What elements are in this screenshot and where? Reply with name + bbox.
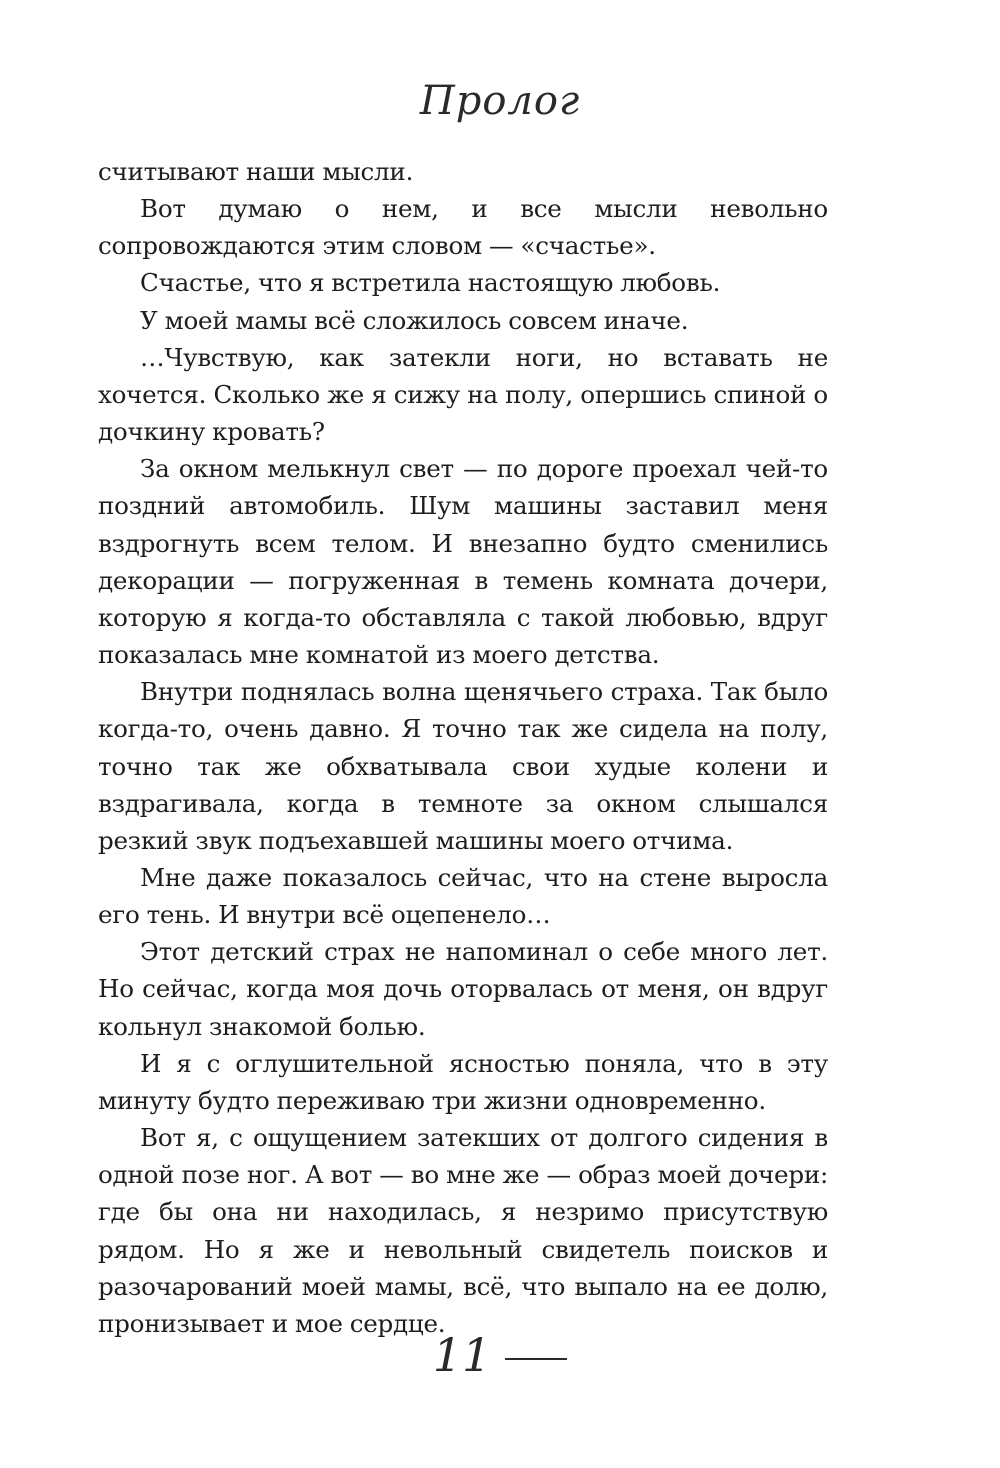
page-number-value: 11 xyxy=(432,1328,492,1382)
paragraph: У моей мамы всё сложилось совсем иначе. xyxy=(140,305,689,335)
paragraph-continuation: считывают наши мысли. xyxy=(98,157,414,186)
running-head: Пролог xyxy=(419,78,581,124)
body-text xyxy=(98,153,828,1342)
paragraph: За окном мелькнул свет — по дороге проехал чей-то поздний автомобиль. Шум машины заставил меня вздрогнуть всем телом. И внезапно будто сменились декорации — погруженная в темень комната дочери, которую я когда-то обставляла с такой любовью, вдруг показалась мне комнатой из моего детства. xyxy=(98,454,828,670)
paragraph: Вот думаю о нем, и все мысли невольно сопровождаются этим словом — «счастье». xyxy=(98,194,828,261)
paragraph: Этот детский страх не напоминал о себе много лет. Но сейчас, когда моя дочь оторвалась от меня, он вдруг кольнул знакомой болью. xyxy=(98,937,828,1041)
paragraph: Мне даже показалось сейчас, что на стене выросла его тень. И внутри всё оцепенело… xyxy=(98,862,828,930)
paragraph: И я с оглушительной ясностью поняла, что в эту минуту будто переживаю три жизни одновременно. xyxy=(98,1048,828,1115)
paragraph: …Чувствую, как затекли ноги, но вставать не хочется. Сколько же я сижу на полу, опершись спиной о дочкину кровать? xyxy=(98,342,828,447)
paragraph: Счастье, что я встретила настоящую любовь. xyxy=(140,268,721,298)
page-number-dash xyxy=(505,1358,567,1360)
page-number xyxy=(0,1328,1000,1382)
paragraph: Внутри поднялась волна щенячьего страха. Так было когда-то, очень давно. Я точно так же сидела на полу, точно так же обхватывала свои худые колени и вздрагивала, когда в темноте за окном слышался резкий звук подъехавшей машины моего отчима. xyxy=(98,677,828,855)
paragraph: Вот я, с ощущением затекших от долгого сидения в одной позе ног. А вот — во мне же — образ моей дочери: где бы она ни находилась, я незримо присутствую рядом. Но я же и невольный свидетель поисков и разочарований моей мамы, всё, что выпало на ее долю, пронизывает и мое сердце. xyxy=(98,1123,828,1338)
